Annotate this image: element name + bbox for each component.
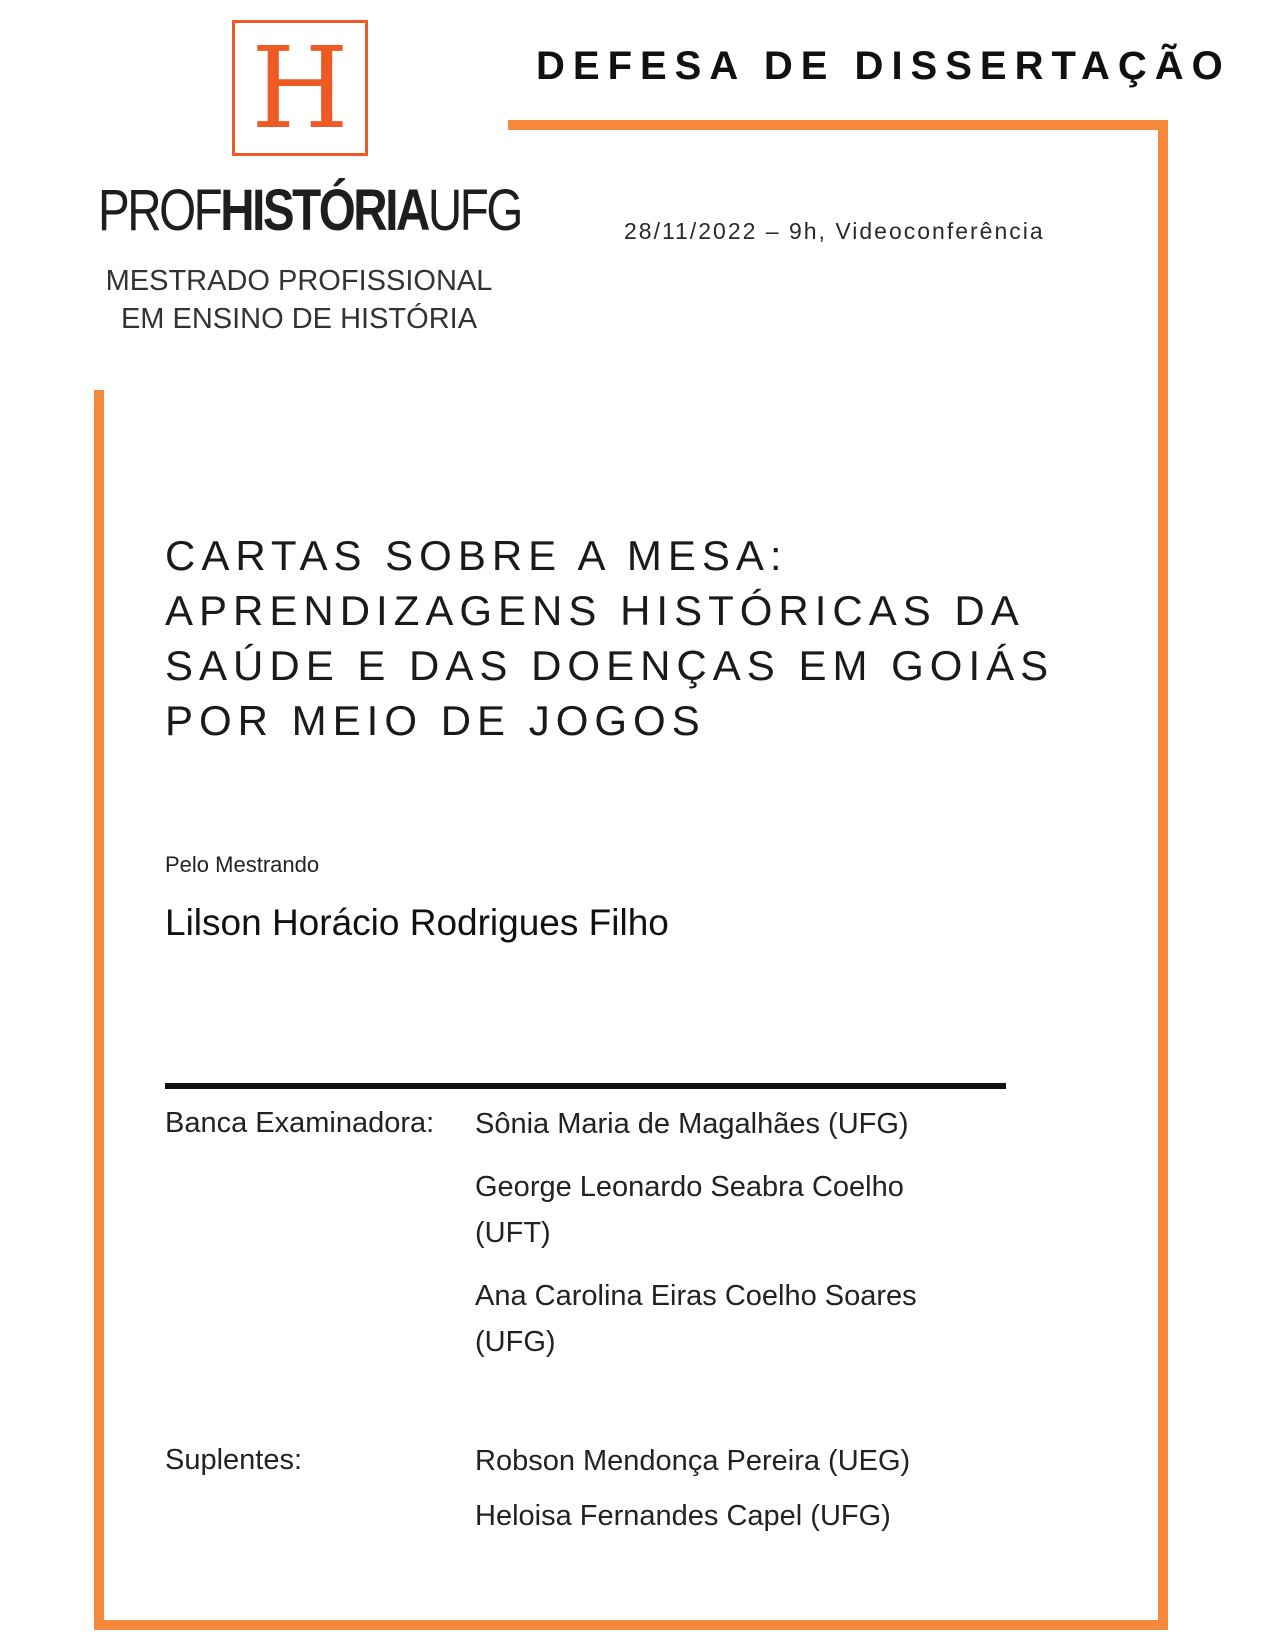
alternates-label: Suplentes:: [165, 1444, 303, 1476]
candidate-name: Lilson Horácio Rodrigues Filho: [165, 902, 669, 943]
title-line: POR MEIO DE JOGOS: [165, 697, 706, 744]
dissertation-title: [165, 528, 1085, 748]
committee-member: Ana Carolina Eiras Coelho Soares (UFG): [475, 1280, 917, 1358]
program-name: [98, 262, 500, 338]
title-line: CARTAS SOBRE A MESA:: [165, 532, 788, 579]
logo-letter: H: [251, 24, 349, 154]
brand-historia: HISTÓRIA: [220, 178, 428, 243]
program-line-2: EM ENSINO DE HISTÓRIA: [120, 303, 478, 335]
title-line: SAÚDE E DAS DOENÇAS EM GOIÁS: [165, 642, 1055, 689]
program-line-1: MESTRADO PROFISSIONAL: [105, 265, 493, 297]
frame-right-border: [1158, 120, 1168, 1630]
committee-label: Banca Examinadora:: [165, 1107, 435, 1139]
frame-top-border: [508, 120, 1168, 130]
brand-prof: PROF: [98, 178, 221, 243]
logo-h-mark: [232, 20, 368, 156]
frame-left-border: [94, 390, 104, 1630]
committee-member: George Leonardo Seabra Coelho (UFT): [475, 1171, 904, 1249]
frame-bottom-border: [94, 1620, 1168, 1630]
brand-wordmark: [98, 178, 521, 243]
event-date: 28/11/2022 – 9h, Videoconferência: [624, 218, 1045, 244]
brand-ufg: UFG: [427, 178, 521, 243]
section-divider: [165, 1083, 1006, 1089]
committee-member: Sônia Maria de Magalhães (UFG): [475, 1108, 909, 1140]
title-line: APRENDIZAGENS HISTÓRICAS DA: [165, 587, 1025, 634]
alternate-member: Robson Mendonça Pereira (UEG): [475, 1445, 911, 1477]
page-title: DEFESA DE DISSERTAÇÃO: [536, 44, 1231, 88]
candidate-label: Pelo Mestrando: [165, 852, 320, 877]
alternate-member: Heloisa Fernandes Capel (UFG): [475, 1500, 891, 1532]
